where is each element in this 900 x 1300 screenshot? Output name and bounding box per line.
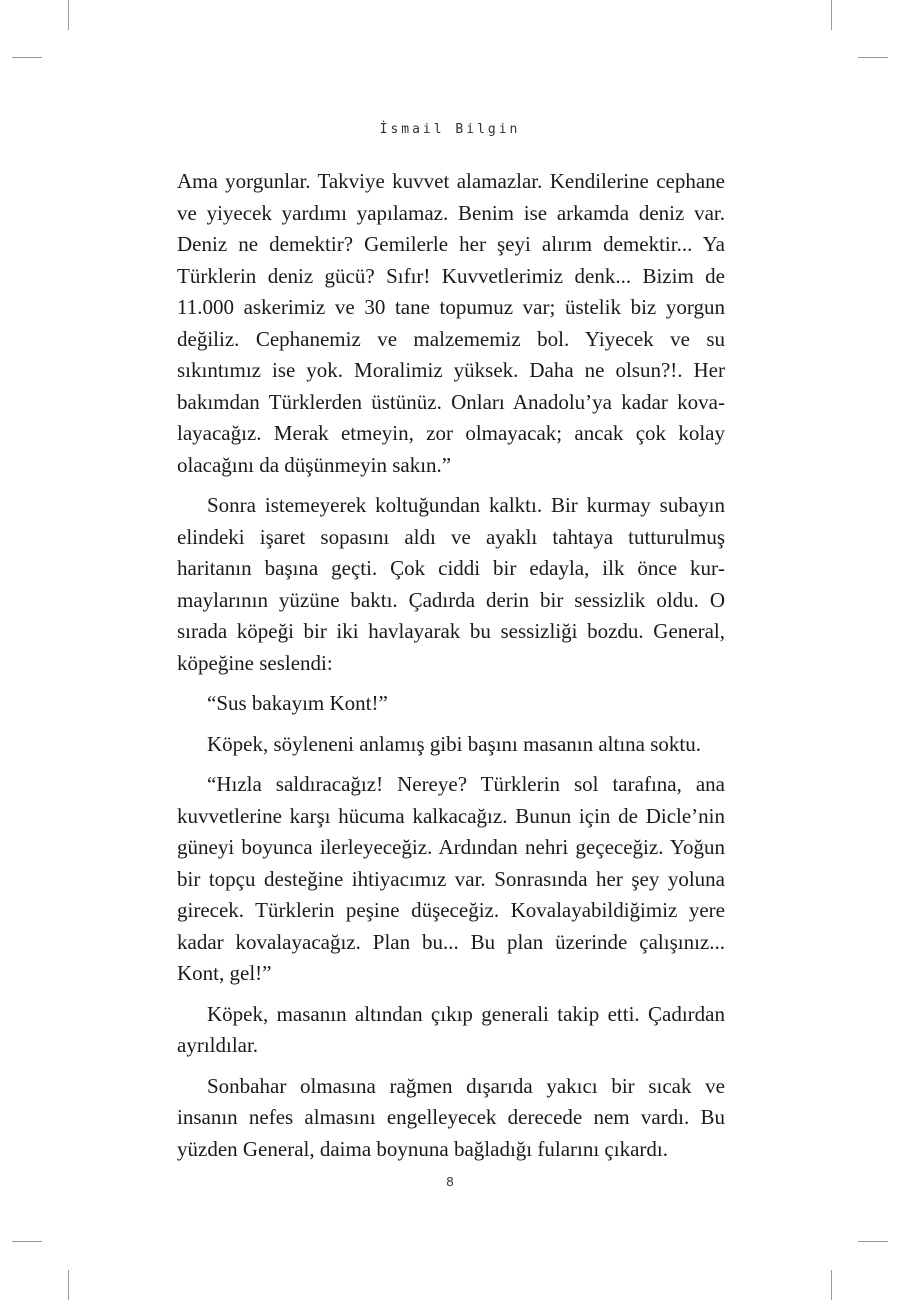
crop-mark-bottom-left-horizontal [12,1241,42,1242]
crop-mark-top-right-horizontal [858,57,888,58]
paragraph: “Hızla saldıracağız! Nereye? Türklerin sol tarafına, ana kuvvetlerine karşı hücuma kalkacağız. Bunun için de Dicle’nin güneyi boyunca ilerleyeceğiz. Ardından nehri geçeceğiz. Yoğun bir topçu desteğine ihtiyacımız var. Sonrasında her şey yoluna girecek. Türklerin peşine düşeceğiz. Kovalayabildiğimiz yere kadar kovalayacağız. Plan bu... Bu plan üzerinde çalışınız... Kont, gel!” [177,772,725,985]
crop-mark-bottom-left [68,1270,69,1300]
paragraph: Sonra istemeyerek koltuğundan kalktı. Bir kurmay subayın elindeki işaret sopasını aldı ve ayaklı tahtaya tutturulmuş haritanın başına geçti. Çok ciddi bir edayla, ilk önce kurmaylarının yüzüne baktı. Çadırda derin bir sessizlik oldu. O sırada köpeği bir iki havlayarak bu sessizliği bozdu. General, köpeğine seslendi: [177,493,725,675]
crop-mark-bottom-right [831,1270,832,1300]
crop-mark-top-left-horizontal [12,57,42,58]
crop-mark-top-right [831,0,832,30]
paragraph: Sonbahar olmasına rağmen dışarıda yakıcı bir sıcak ve insanın nefes almasını engelleyecek derecede nem vardı. Bu yüzden General, daima boynuna bağladığı fularını çıkardı. [177,1073,725,1161]
page-number: 8 [446,1174,454,1189]
paragraph: Köpek, söyleneni anlamış gibi başını masanın altına soktu. [207,731,702,756]
running-head-author: İsmail Bilgin [379,122,521,137]
paragraph: Ama yorgunlar. Takviye kuvvet alamazlar. Kendilerine cephane ve yiyecek yardımı yapılamaz. Benim ise arkamda deniz var. Deniz ne demektir? Gemilerle her şeyi alırım demektir... Ya Türklerin deniz gücü? Sıfır! Kuvvetlerimiz denk... Bizim de 11.000 askerimiz ve 30 tane topumuz var; üstelik biz yorgun değiliz. Cephanemiz ve malzememiz bol. Yiyecek ve su sıkıntımız ise yok. Moralimiz yüksek. Daha ne olsun?!. Her bakımdan Türklerden üstünüz. Onları Anadolu’ya kadar kovalayacağız. Merak etmeyin, zor olmayacak; ancak çok kolay olacağını da düşünmeyin sakın.” [177,169,725,477]
body-text [177,166,725,1174]
paragraph: Köpek, masanın altından çıkıp generali takip etti. Çadırdan ayrıldılar. [177,1001,725,1057]
crop-mark-top-left [68,0,69,30]
paragraph: “Sus bakayım Kont!” [207,691,388,715]
crop-mark-bottom-right-horizontal [858,1241,888,1242]
